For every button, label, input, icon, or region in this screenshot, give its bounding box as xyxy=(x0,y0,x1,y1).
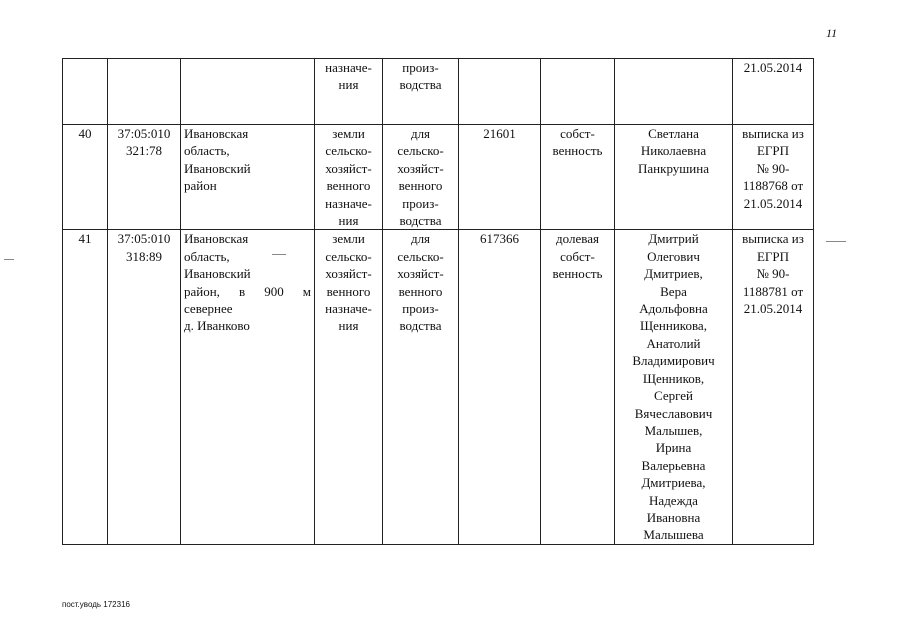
cell-document xyxy=(733,59,814,125)
cell-document xyxy=(733,230,814,544)
category-line: земли xyxy=(332,231,365,247)
owner-line: Сергей xyxy=(654,388,693,404)
cell-owner xyxy=(615,59,733,125)
category-line: хозяйст- xyxy=(325,266,372,282)
cell-number: 40 xyxy=(63,125,108,230)
cadastral-line: 321:78 xyxy=(125,143,163,159)
scan-mark-left xyxy=(4,259,14,260)
category-line: венного xyxy=(326,178,371,194)
owner-line: Валерьевна xyxy=(641,457,706,473)
cell-right xyxy=(541,230,615,544)
document-line: выписка из xyxy=(742,126,804,141)
cell-right xyxy=(541,125,615,230)
owner-line: Малышев, xyxy=(644,422,703,438)
owner-line: Светлана xyxy=(648,126,699,141)
use-line: произ- xyxy=(402,195,439,211)
document-line: № 90- xyxy=(756,266,790,282)
use-line: произ- xyxy=(402,301,439,317)
cell-owner xyxy=(615,230,733,544)
cadastral-line: 318:89 xyxy=(125,248,163,264)
right-line: венность xyxy=(552,143,603,159)
owner-line: Малышева xyxy=(643,527,704,543)
use-line: для xyxy=(410,231,431,247)
cell-address xyxy=(181,59,315,125)
owner-line: Николаевна xyxy=(640,143,707,159)
address-line: д. Иванково xyxy=(184,318,250,334)
cell-cadastral xyxy=(108,59,181,125)
document-line: 1188781 от xyxy=(742,283,804,299)
address-line: Ивановская xyxy=(184,231,249,247)
use-line: произ- xyxy=(402,60,439,75)
use-line: хозяйст- xyxy=(397,266,444,282)
cell-use xyxy=(383,59,459,125)
table-row xyxy=(63,59,814,125)
document-line: 21.05.2014 xyxy=(743,195,803,211)
address-word: в xyxy=(239,283,246,299)
category-line: сельско- xyxy=(325,143,372,159)
cell-document xyxy=(733,125,814,230)
land-plots-table xyxy=(62,58,814,545)
category-line: земли xyxy=(332,126,365,141)
cell-number: 41 xyxy=(63,230,108,544)
address-line: область, xyxy=(184,143,230,159)
owner-line: Дмитриева, xyxy=(641,475,706,491)
cell-cadastral xyxy=(108,125,181,230)
cell-number xyxy=(63,59,108,125)
document-line: ЕГРП xyxy=(756,143,790,159)
table-row xyxy=(63,230,814,544)
cell-use xyxy=(383,230,459,544)
cell-address xyxy=(181,230,315,544)
use-line: водства xyxy=(399,213,442,229)
category-line: назначе- xyxy=(325,195,372,211)
document-line: 21.05.2014 xyxy=(743,301,803,317)
cell-right xyxy=(541,59,615,125)
cell-area: 21601 xyxy=(459,125,541,230)
address-line: Ивановская xyxy=(184,126,249,141)
address-justified-line xyxy=(184,283,311,300)
address-word: район, xyxy=(184,283,220,299)
category-line: назначе- xyxy=(325,60,372,75)
scan-mark-right xyxy=(826,241,846,242)
use-line: водства xyxy=(399,77,442,93)
category-line: назначе- xyxy=(325,301,372,317)
owner-line: Адольфовна xyxy=(639,301,708,317)
use-line: венного xyxy=(398,178,443,194)
cadastral-line: 37:05:010 xyxy=(117,126,171,141)
owner-line: Олегович xyxy=(647,248,700,264)
category-line: сельско- xyxy=(325,248,372,264)
address-line: севернее xyxy=(184,301,233,317)
category-line: венного xyxy=(326,283,371,299)
category-line: ния xyxy=(338,77,359,93)
owner-line: Дмитриев, xyxy=(644,266,703,282)
owner-line: Вера xyxy=(660,283,687,299)
cadastral-line: 37:05:010 xyxy=(117,231,171,247)
cell-owner xyxy=(615,125,733,230)
footer-note: пост.уводь 172316 xyxy=(62,600,130,609)
document-line: № 90- xyxy=(756,160,790,176)
table-row xyxy=(63,125,814,230)
cell-address xyxy=(181,125,315,230)
address-line: Ивановский xyxy=(184,266,251,282)
cell-cadastral xyxy=(108,230,181,544)
owner-line: Анатолий xyxy=(646,335,701,351)
right-line: венность xyxy=(552,266,603,282)
use-line: венного xyxy=(398,283,443,299)
cell-category xyxy=(315,59,383,125)
owner-line: Ирина xyxy=(655,440,692,456)
address-word: м xyxy=(302,283,311,299)
address-line: область, xyxy=(184,248,230,264)
address-word: 900 xyxy=(264,283,284,299)
cell-area: 617366 xyxy=(459,230,541,544)
use-line: сельско- xyxy=(397,143,444,159)
page-number: 11 xyxy=(826,26,838,40)
category-line: хозяйст- xyxy=(325,160,372,176)
owner-line: Вячеславович xyxy=(634,405,713,421)
right-line: собст- xyxy=(560,126,595,141)
cell-category xyxy=(315,125,383,230)
document-line: 1188768 от xyxy=(742,178,804,194)
owner-line: Владимирович xyxy=(632,353,715,369)
right-line: долевая xyxy=(556,231,599,247)
category-line: ния xyxy=(338,213,359,229)
owner-line: Щенникова, xyxy=(640,318,707,334)
owner-line: Щенников, xyxy=(642,370,705,386)
address-line: район xyxy=(184,178,217,194)
cell-category xyxy=(315,230,383,544)
use-line: водства xyxy=(399,318,442,334)
cell-use xyxy=(383,125,459,230)
owner-line: Дмитрий xyxy=(648,231,699,247)
document-line: ЕГРП xyxy=(756,248,790,264)
use-line: сельско- xyxy=(397,248,444,264)
use-line: для xyxy=(410,126,431,141)
owner-line: Ивановна xyxy=(646,509,701,525)
document-line: выписка из xyxy=(742,231,804,247)
document-line: 21.05.2014 xyxy=(743,60,803,75)
owner-line: Надежда xyxy=(649,492,698,508)
right-line: собст- xyxy=(560,248,595,264)
use-line: хозяйст- xyxy=(397,160,444,176)
cell-area xyxy=(459,59,541,125)
category-line: ния xyxy=(338,318,359,334)
owner-line: Панкрушина xyxy=(638,160,709,176)
address-line: Ивановский xyxy=(184,160,251,176)
